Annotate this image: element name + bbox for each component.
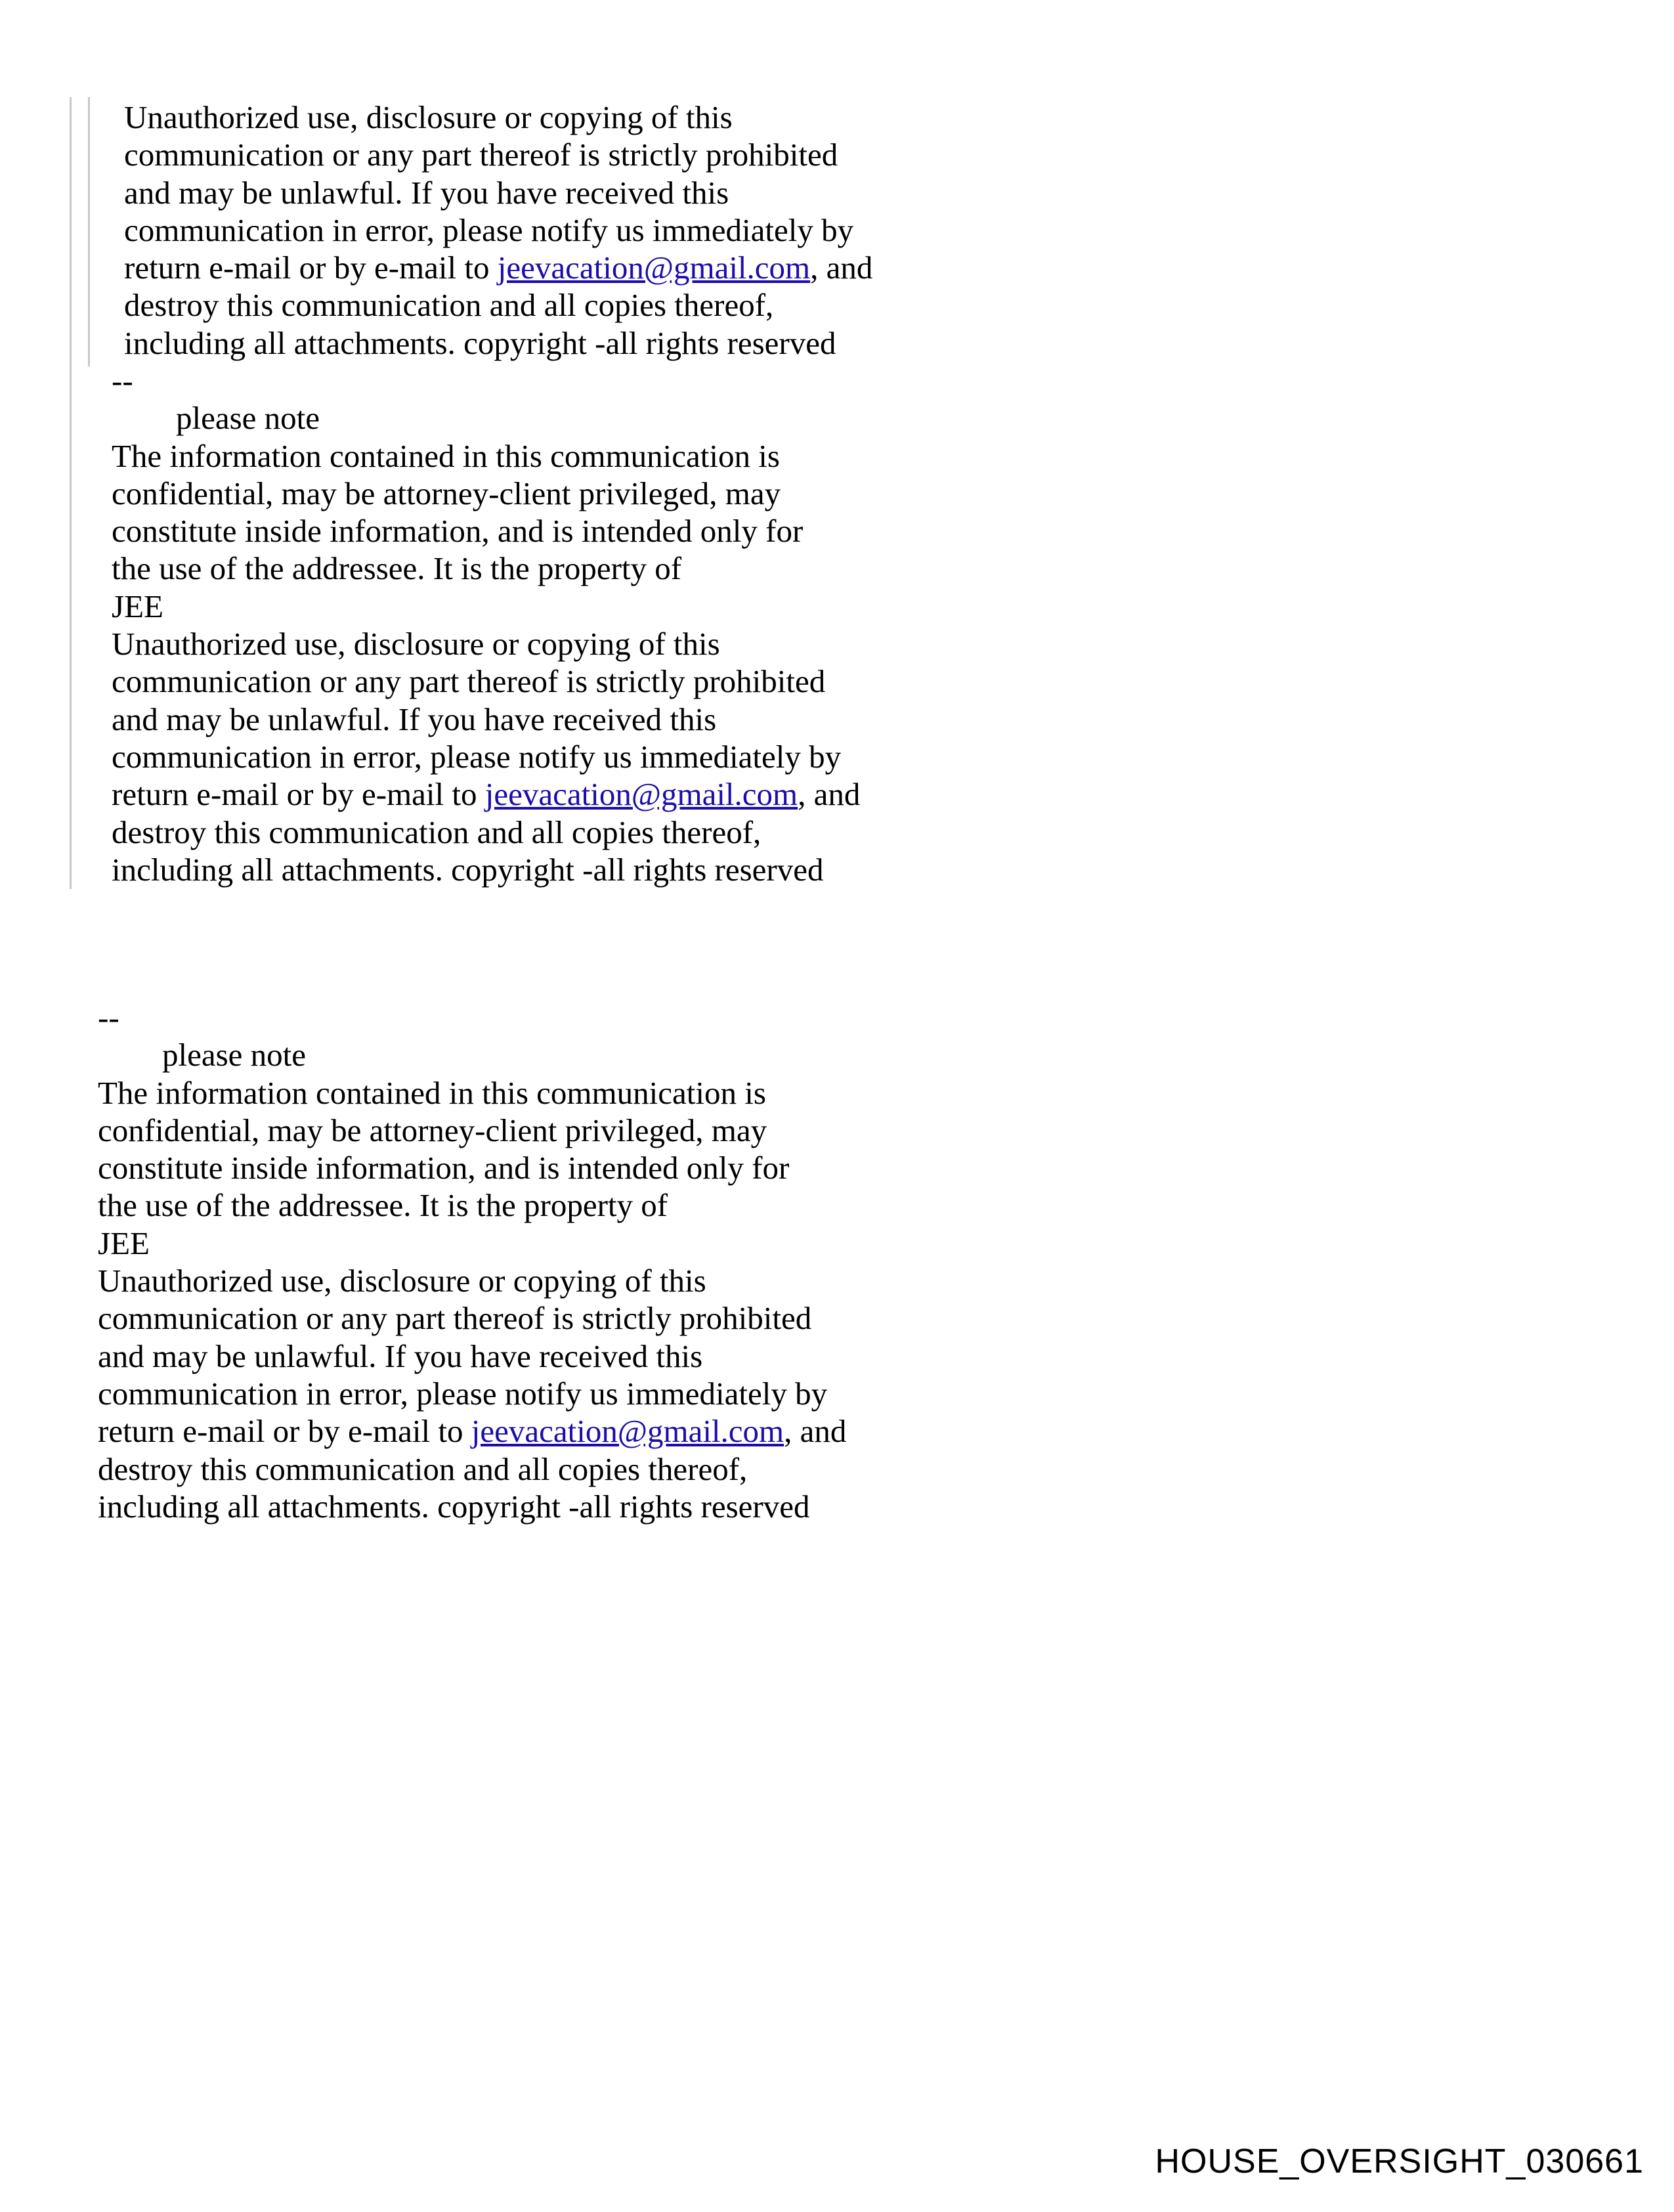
text-line: including all attachments. copyright -all rights reserved bbox=[112, 851, 824, 888]
signature-disclaimer bbox=[98, 999, 846, 1525]
text-line: The information contained in this communication is bbox=[98, 1074, 766, 1111]
text-line: The information contained in this communication is bbox=[112, 437, 780, 474]
text-line: communication or any part thereof is strictly prohibited bbox=[98, 1300, 812, 1337]
text-line: Unauthorized use, disclosure or copying of this bbox=[124, 99, 733, 135]
text-line: the use of the addressee. It is the property of bbox=[98, 1187, 668, 1224]
email-line bbox=[112, 775, 860, 813]
text-line: and may be unlawful. If you have received this bbox=[98, 1337, 703, 1374]
email-suffix: , and bbox=[784, 1413, 847, 1450]
email-prefix: return e-mail or by e-mail to bbox=[98, 1413, 471, 1450]
please-note: please note bbox=[162, 1037, 307, 1073]
text-line: and may be unlawful. If you have received this bbox=[124, 174, 729, 211]
separator: -- bbox=[98, 999, 119, 1035]
text-line: destroy this communication and all copies thereof, bbox=[98, 1450, 748, 1487]
text-line: communication or any part thereof is strictly prohibited bbox=[112, 663, 826, 700]
email-suffix: , and bbox=[798, 776, 861, 813]
email-link[interactable]: jeevacation@gmail.com bbox=[471, 1413, 784, 1450]
quoted-disclaimer-outer bbox=[112, 362, 860, 888]
text-line: communication or any part thereof is strictly prohibited bbox=[124, 137, 838, 173]
text-line: destroy this communication and all copies thereof, bbox=[124, 287, 774, 324]
quote-bar-inner bbox=[88, 97, 90, 366]
text-line: confidential, may be attorney-client privileged, may bbox=[112, 475, 781, 511]
quote-bar-outer bbox=[70, 97, 72, 889]
email-suffix: , and bbox=[810, 249, 873, 286]
email-prefix: return e-mail or by e-mail to bbox=[112, 776, 485, 813]
text-line: communication in error, please notify us immediately by bbox=[98, 1375, 828, 1412]
text-line: constitute inside information, and is intended only for bbox=[112, 513, 804, 550]
text-line: and may be unlawful. If you have received this bbox=[112, 701, 717, 737]
bates-number: HOUSE_OVERSIGHT_030661 bbox=[1155, 2142, 1644, 2180]
text-line: JEE bbox=[98, 1225, 150, 1261]
text-line: including all attachments. copyright -all rights reserved bbox=[124, 324, 836, 361]
separator: -- bbox=[112, 362, 133, 399]
email-line bbox=[98, 1412, 846, 1450]
text-line: Unauthorized use, disclosure or copying of this bbox=[112, 626, 720, 662]
text-line: constitute inside information, and is intended only for bbox=[98, 1150, 790, 1186]
email-link[interactable]: jeevacation@gmail.com bbox=[497, 249, 811, 286]
text-line: communication in error, please notify us immediately by bbox=[124, 211, 854, 248]
please-note: please note bbox=[176, 400, 320, 437]
email-link[interactable]: jeevacation@gmail.com bbox=[484, 776, 798, 813]
quoted-disclaimer-inner bbox=[124, 98, 872, 362]
text-line: confidential, may be attorney-client privileged, may bbox=[98, 1112, 767, 1148]
text-line: JEE bbox=[112, 588, 163, 624]
email-line bbox=[124, 249, 872, 286]
text-line: communication in error, please notify us immediately by bbox=[112, 738, 842, 775]
email-prefix: return e-mail or by e-mail to bbox=[124, 249, 498, 286]
text-line: the use of the addressee. It is the property of bbox=[112, 550, 682, 587]
text-line: destroy this communication and all copies thereof, bbox=[112, 813, 762, 850]
text-line: Unauthorized use, disclosure or copying of this bbox=[98, 1263, 706, 1299]
text-line: including all attachments. copyright -all rights reserved bbox=[98, 1488, 810, 1525]
